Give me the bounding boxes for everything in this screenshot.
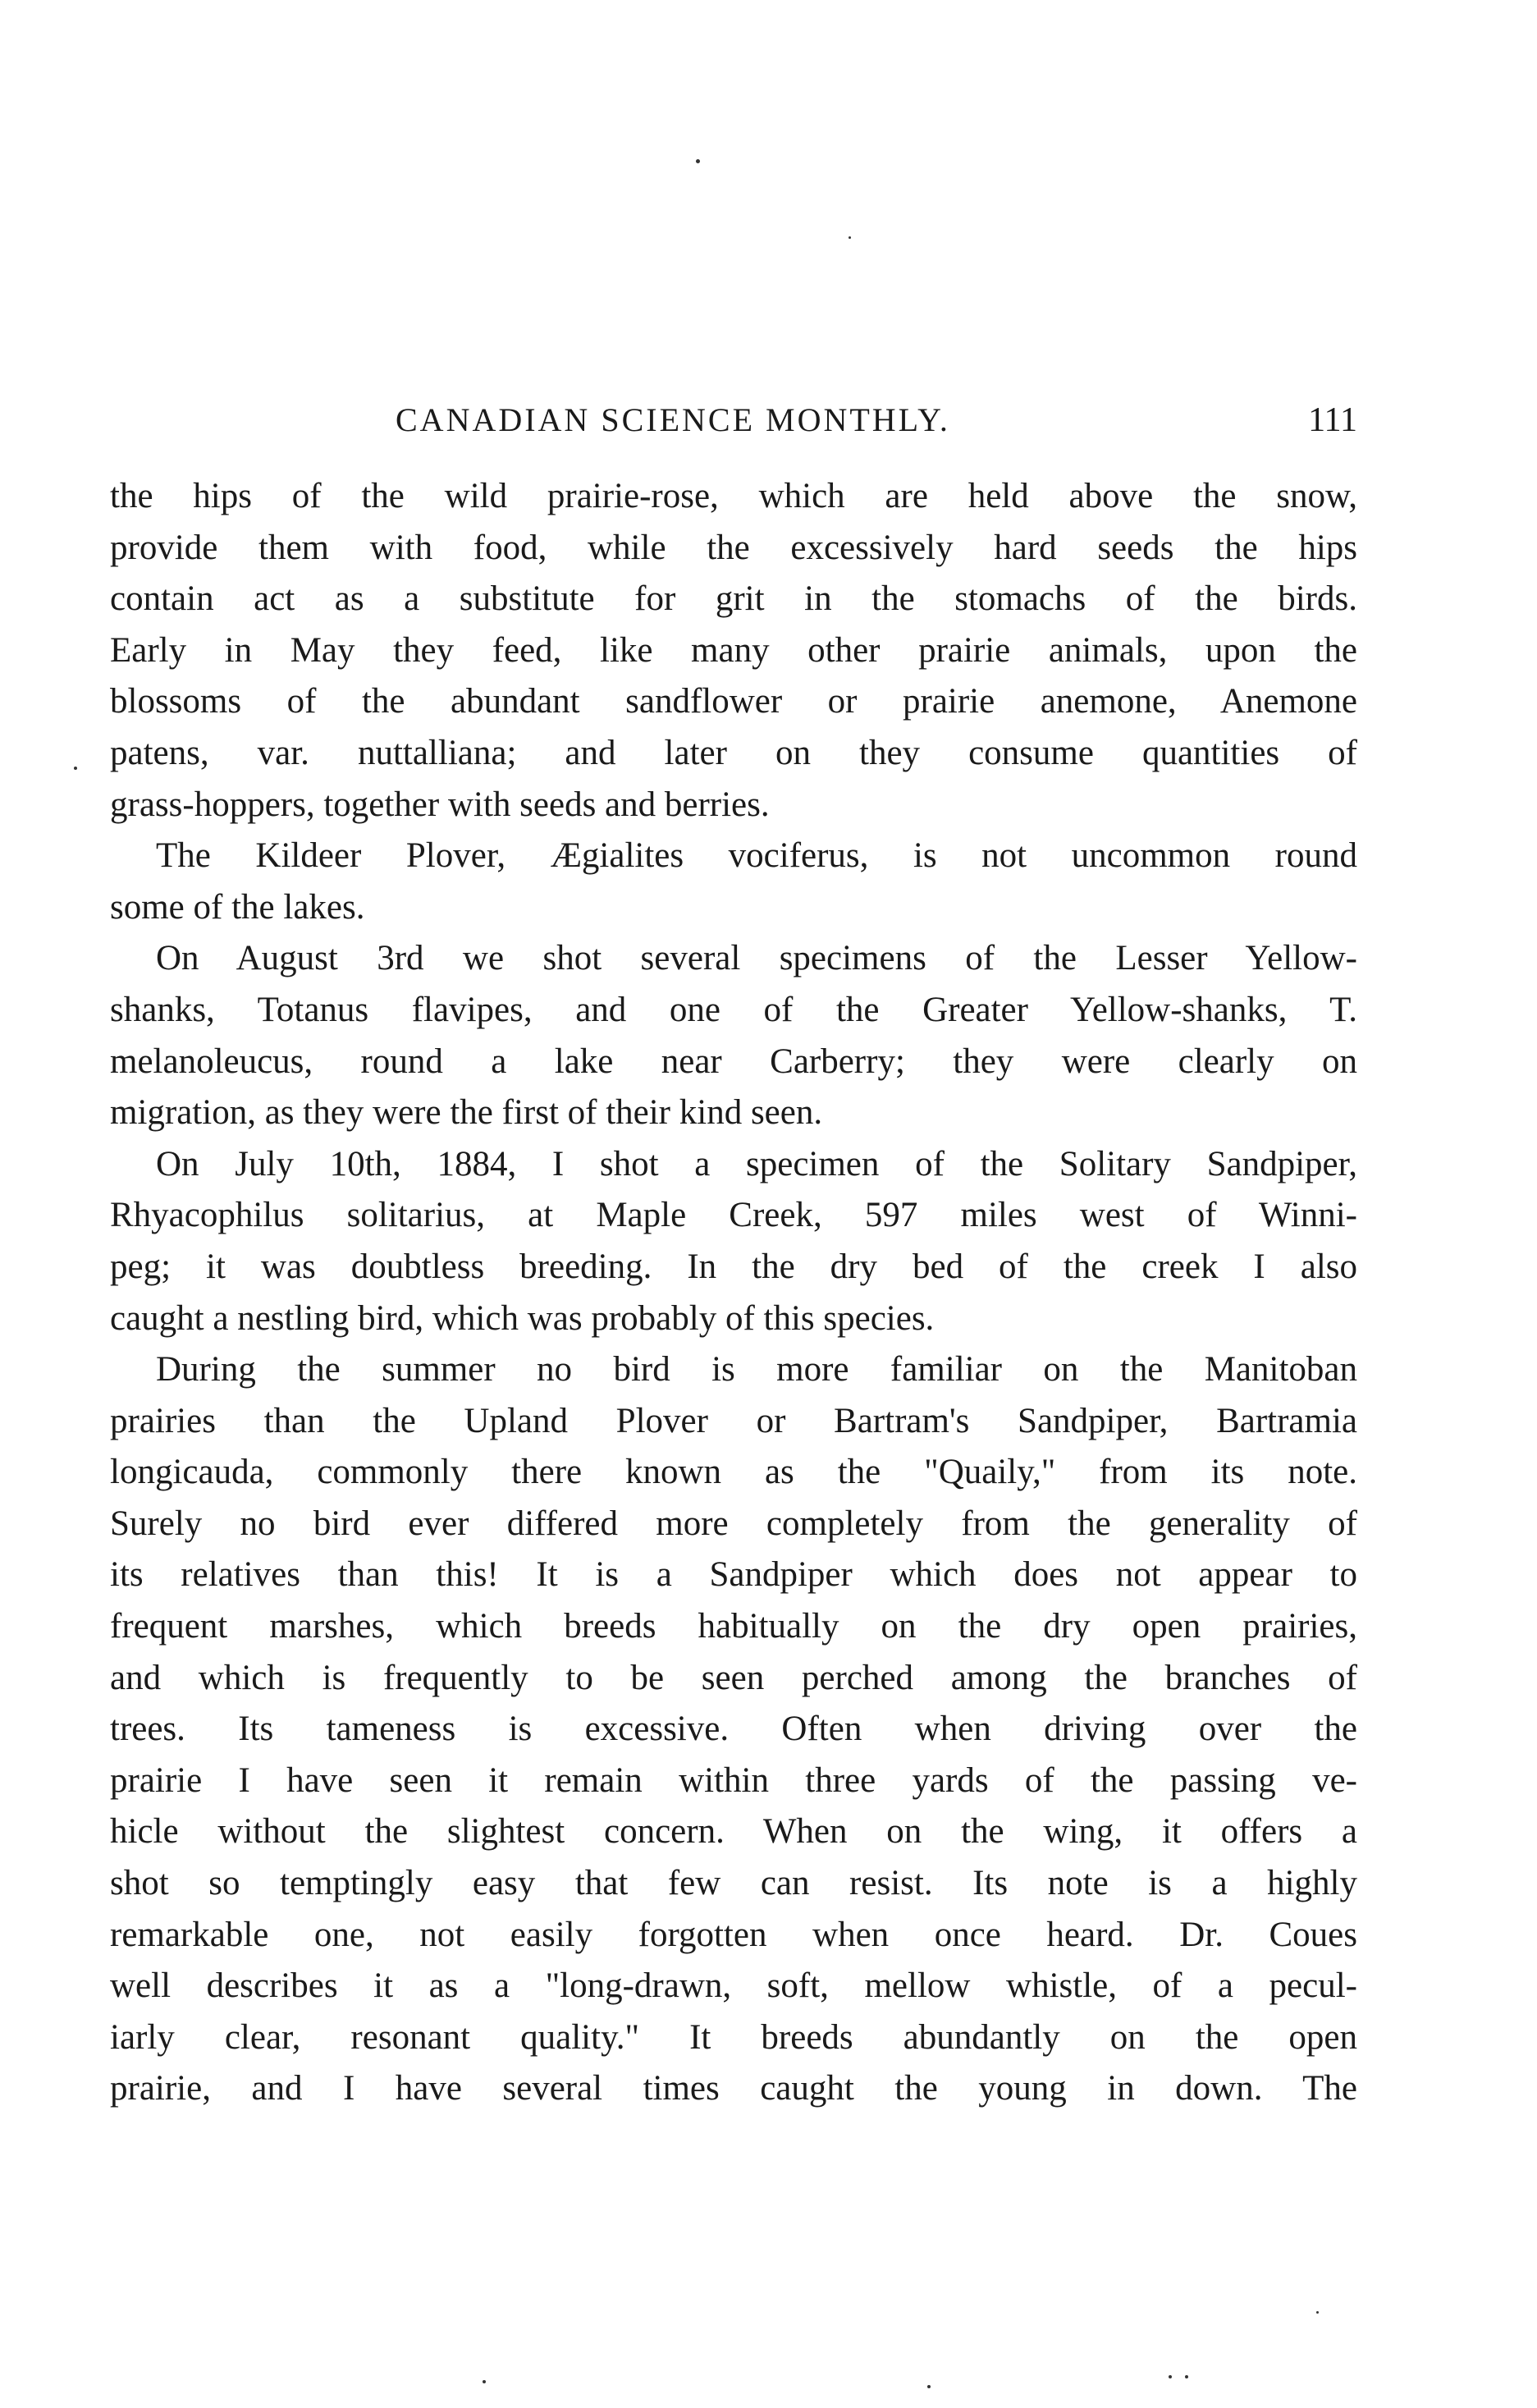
running-head: CANADIAN SCIENCE MONTHLY. <box>396 401 950 438</box>
text-line: longicauda, commonly there known as the "Quaily," from its note. <box>110 1453 1357 1492</box>
text-line: prairie I have seen it remain within three yards of the passing ve- <box>110 1760 1357 1800</box>
text-line: contain act as a substitute for grit in the stomachs of the birds. <box>110 579 1357 619</box>
text-line: remarkable one, not easily forgotten when once heard. Dr. Coues <box>110 1915 1357 1954</box>
text-line: provide them with food, while the excessively hard seeds the hips <box>110 528 1357 567</box>
body-text <box>110 471 1357 2115</box>
text-line: prairies than the Upland Plover or Bartram's Sandpiper, Bartramia <box>110 1401 1357 1440</box>
scan-speck <box>849 236 851 239</box>
text-line: trees. Its tameness is excessive. Often when driving over the <box>110 1710 1357 1749</box>
page-header <box>110 401 1357 450</box>
scan-speck <box>1316 2311 1319 2314</box>
text-line: patens, var. nuttalliana; and later on they consume quantities of <box>110 733 1357 772</box>
text-line: hicle without the slightest concern. When on the wing, it offers a <box>110 1812 1357 1852</box>
text-line: its relatives than this! It is a Sandpiper which does not appear to <box>110 1555 1357 1595</box>
text-line: shanks, Totanus flavipes, and one of the Greater Yellow-shanks, T. <box>110 990 1357 1029</box>
paragraph-first-line: The Kildeer Plover, Ægialites vociferus, is not uncommon round <box>156 836 1357 876</box>
text-line: iarly clear, resonant quality." It breeds abundantly on the open <box>110 2017 1357 2057</box>
text-line: caught a nestling bird, which was probably of this species. <box>110 1298 935 1338</box>
scan-speck <box>483 2380 486 2383</box>
scan-speck <box>1169 2375 1172 2378</box>
paragraph-first-line: During the summer no bird is more familiar on the Manitoban <box>156 1350 1357 1389</box>
text-line: grass-hoppers, together with seeds and berries. <box>110 785 770 824</box>
text-line: frequent marshes, which breeds habitually on the dry open prairies, <box>110 1607 1357 1646</box>
scan-speck <box>927 2385 931 2388</box>
text-line: peg; it was doubtless breeding. In the dry bed of the creek I also <box>110 1247 1357 1286</box>
text-line: Rhyacophilus solitarius, at Maple Creek, 597 miles west of Winni- <box>110 1196 1357 1235</box>
text-line: and which is frequently to be seen perched among the branches of <box>110 1658 1357 1697</box>
text-line: some of the lakes. <box>110 887 365 927</box>
scan-speck <box>74 767 77 770</box>
text-line: shot so temptingly easy that few can resist. Its note is a highly <box>110 1864 1357 1903</box>
page-number: 111 <box>1308 401 1357 439</box>
scan-speck <box>696 159 700 163</box>
text-line: blossoms of the abundant sandflower or prairie anemone, Anemone <box>110 682 1357 721</box>
text-line: Surely no bird ever differed more completely from the generality of <box>110 1504 1357 1543</box>
text-line: melanoleucus, round a lake near Carberry; they were clearly on <box>110 1041 1357 1081</box>
text-line: the hips of the wild prairie-rose, which are held above the snow, <box>110 477 1357 515</box>
scan-speck <box>1185 2375 1188 2378</box>
text-line: Early in May they feed, like many other prairie animals, upon the <box>110 630 1357 670</box>
paragraph-first-line: On August 3rd we shot several specimens of the Lesser Yellow- <box>156 939 1357 978</box>
paragraph-first-line: On July 10th, 1884, I shot a specimen of the Solitary Sandpiper, <box>156 1144 1357 1183</box>
text-line: prairie, and I have several times caught the young in down. The <box>110 2069 1357 2108</box>
text-line: migration, as they were the first of their kind seen. <box>110 1093 823 1133</box>
text-line: well describes it as a "long-drawn, soft, mellow whistle, of a pecul- <box>110 1966 1357 2006</box>
